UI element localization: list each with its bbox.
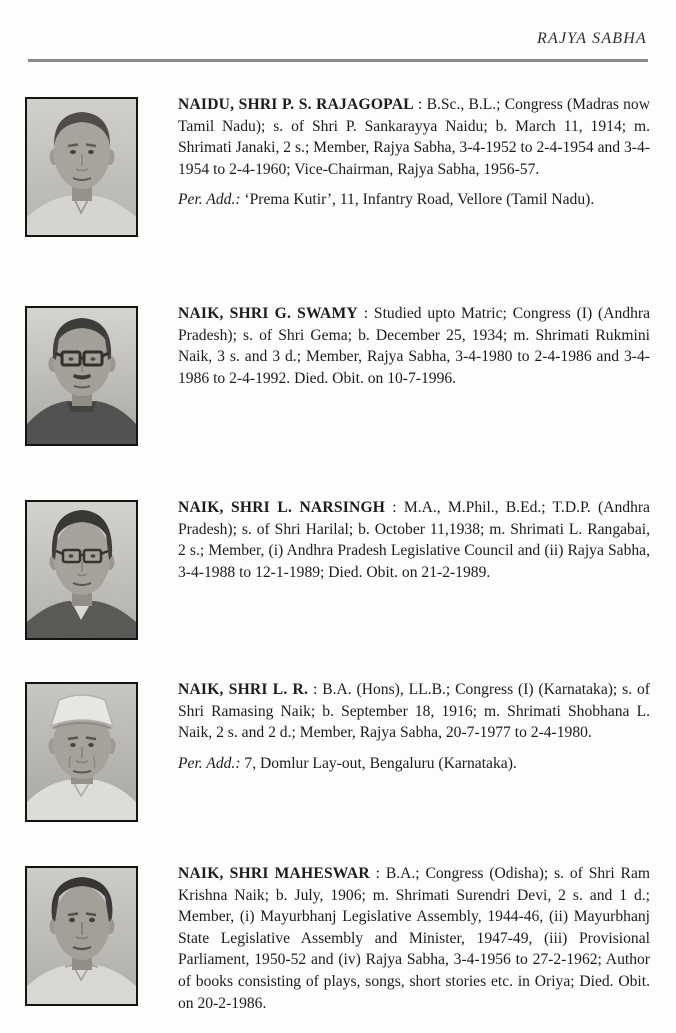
per-add-label: Per. Add.: <box>178 754 241 772</box>
bio-text: Studied upto Matric; Congress (I) (Andhra Pradesh); s. of Shri Gema; b. December 25, 1934; m. Shrimati Rukmini Naik, 3 s. and 3 d.; Member, Rajya Sabha, 3-4-1980 to 2-4-1986 and 3-4-1986 to 2-4-1992. Died. Obit. on 10-7-1996. <box>178 305 650 387</box>
member-bio-column <box>178 863 650 1014</box>
member-bio-column <box>178 679 650 774</box>
per-add-label: Per. Add.: <box>178 191 241 209</box>
header-rule <box>28 59 648 62</box>
member-photo-frame <box>25 682 138 822</box>
bio-paragraph <box>178 863 650 1014</box>
name-separator: : <box>369 865 386 882</box>
member-portrait-photo-icon <box>27 684 136 820</box>
bio-paragraph <box>178 94 650 180</box>
name-separator: : <box>357 305 374 322</box>
page-header-title: RAJYA SABHA <box>537 30 647 47</box>
member-portrait-photo-icon <box>27 308 136 444</box>
name-separator: : <box>308 681 323 698</box>
member-name: NAIDU, SHRI P. S. RAJAGOPAL <box>178 96 414 113</box>
name-separator: : <box>385 499 404 516</box>
bio-text: B.A.; Congress (Odisha); s. of Shri Ram Krishna Naik; b. July, 1906; m. Shrimati Surendri Devi, 2 s. and 1 d.; Member, (i) Mayurbhanj Legislative Assembly, 1944-46, (ii) Mayurbhanj State Legislative Assembly and Minister, 1947-49, (iii) Provisional Parliament, 1950-52 and (iv) Rajya Sabha, 3-4-1956 to 27-2-1962; Author of books consisting of plays, songs, short stories etc. in Oriya; Died. Obit. on 20-2-1986. <box>178 865 650 1012</box>
permanent-address <box>178 753 650 775</box>
bio-paragraph <box>178 679 650 744</box>
member-bio-column <box>178 94 650 211</box>
bio-text: B.Sc., B.L.; Congress (Madras now Tamil Nadu); s. of Shri P. Sankarayya Naidu; b. March 11, 1914; m. Shrimati Janaki, 2 s.; Member, Rajya Sabha, 3-4-1952 to 2-4-1954 and 3-4-1954 to 2-4-1960; Vice-Chairman, Rajya Sabha, 1956-57. <box>178 96 650 178</box>
member-photo-frame <box>25 866 138 1006</box>
per-add-value: ‘Prema Kutir’, 11, Infantry Road, Vellore (Tamil Nadu). <box>240 191 595 209</box>
member-name: NAIK, SHRI L. R. <box>178 681 309 698</box>
bio-paragraph <box>178 303 650 389</box>
bio-paragraph <box>178 497 650 583</box>
member-portrait-photo-icon <box>27 99 136 235</box>
member-name: NAIK, SHRI MAHESWAR <box>178 865 370 882</box>
member-bio-column <box>178 497 650 583</box>
bio-text: M.A., M.Phil., B.Ed.; T.D.P. (Andhra Pradesh); s. of Shri Harilal; b. October 11,1938; m. Shrimati L. Rangabai, 2 s.; Member, (i) Andhra Pradesh Legislative Council and (ii) Rajya Sabha, 3-4-1988 to 12-1-1989; Died. Obit. on 21-2-1989. <box>178 499 650 581</box>
member-photo-frame <box>25 306 138 446</box>
name-separator: : <box>413 96 427 113</box>
member-photo-frame <box>25 500 138 640</box>
permanent-address <box>178 189 650 211</box>
member-photo-frame <box>25 97 138 237</box>
member-bio-column <box>178 303 650 389</box>
member-name: NAIK, SHRI L. NARSINGH <box>178 499 386 516</box>
bio-text: B.A. (Hons), LL.B.; Congress (I) (Karnataka); s. of Shri Ramasing Naik; b. September 18, 1916; m. Shrimati Shobhana L. Naik, 2 s. and 2 d.; Member, Rajya Sabha, 20-7-1977 to 2-4-1980. <box>178 681 650 742</box>
member-portrait-photo-icon <box>27 868 136 1004</box>
per-add-value: 7, Domlur Lay-out, Bengaluru (Karnataka). <box>240 754 517 772</box>
member-portrait-photo-icon <box>27 502 136 638</box>
member-name: NAIK, SHRI G. SWAMY <box>178 305 358 322</box>
